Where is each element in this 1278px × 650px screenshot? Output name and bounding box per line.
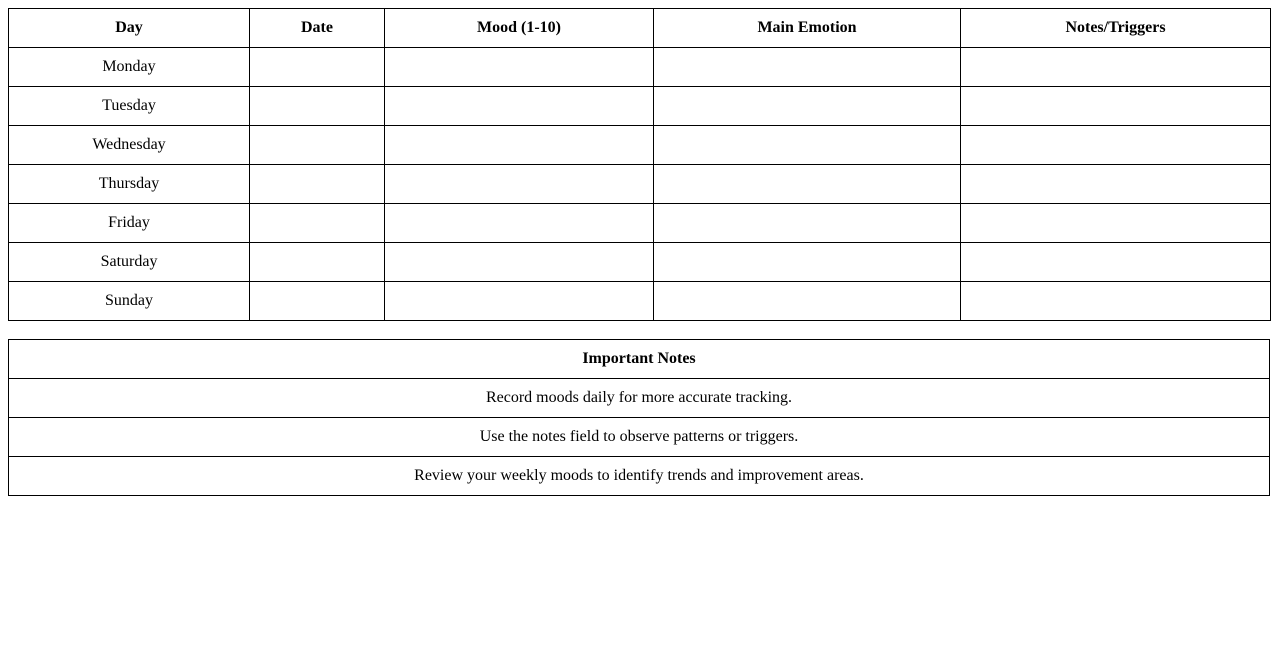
list-item — [9, 418, 1270, 457]
header-main-emotion: Main Emotion — [654, 9, 961, 48]
date-cell[interactable] — [250, 282, 385, 321]
mood-cell[interactable] — [385, 165, 654, 204]
notes-cell[interactable] — [961, 243, 1271, 282]
table-row — [9, 48, 1271, 87]
notes-cell[interactable] — [961, 204, 1271, 243]
header-mood: Mood (1-10) — [385, 9, 654, 48]
emotion-cell[interactable] — [654, 87, 961, 126]
table-row — [9, 243, 1271, 282]
date-cell[interactable] — [250, 165, 385, 204]
emotion-cell[interactable] — [654, 126, 961, 165]
note-text: Record moods daily for more accurate tracking. — [9, 379, 1270, 418]
day-cell: Wednesday — [9, 126, 250, 165]
mood-cell[interactable] — [385, 48, 654, 87]
table-row — [9, 204, 1271, 243]
emotion-cell[interactable] — [654, 204, 961, 243]
weekly-mood-table — [8, 8, 1271, 321]
header-row — [9, 9, 1271, 48]
mood-cell[interactable] — [385, 87, 654, 126]
date-cell[interactable] — [250, 48, 385, 87]
header-date: Date — [250, 9, 385, 48]
mood-cell[interactable] — [385, 204, 654, 243]
day-cell: Saturday — [9, 243, 250, 282]
day-cell: Sunday — [9, 282, 250, 321]
notes-cell[interactable] — [961, 165, 1271, 204]
important-notes-heading: Important Notes — [9, 340, 1270, 379]
emotion-cell[interactable] — [654, 165, 961, 204]
date-cell[interactable] — [250, 87, 385, 126]
mood-cell[interactable] — [385, 282, 654, 321]
emotion-cell[interactable] — [654, 243, 961, 282]
table-row — [9, 165, 1271, 204]
header-day: Day — [9, 9, 250, 48]
notes-cell[interactable] — [961, 282, 1271, 321]
day-cell: Thursday — [9, 165, 250, 204]
date-cell[interactable] — [250, 126, 385, 165]
mood-cell[interactable] — [385, 243, 654, 282]
list-item — [9, 379, 1270, 418]
table-row — [9, 126, 1271, 165]
day-cell: Monday — [9, 48, 250, 87]
header-notes-triggers: Notes/Triggers — [961, 9, 1271, 48]
table-row — [9, 87, 1271, 126]
note-text: Use the notes field to observe patterns or triggers. — [9, 418, 1270, 457]
list-item — [9, 457, 1270, 496]
notes-cell[interactable] — [961, 126, 1271, 165]
important-notes-table — [8, 339, 1270, 496]
notes-header-row — [9, 340, 1270, 379]
notes-cell[interactable] — [961, 87, 1271, 126]
notes-cell[interactable] — [961, 48, 1271, 87]
emotion-cell[interactable] — [654, 282, 961, 321]
emotion-cell[interactable] — [654, 48, 961, 87]
mood-cell[interactable] — [385, 126, 654, 165]
day-cell: Friday — [9, 204, 250, 243]
date-cell[interactable] — [250, 204, 385, 243]
note-text: Review your weekly moods to identify trends and improvement areas. — [9, 457, 1270, 496]
date-cell[interactable] — [250, 243, 385, 282]
table-row — [9, 282, 1271, 321]
day-cell: Tuesday — [9, 87, 250, 126]
